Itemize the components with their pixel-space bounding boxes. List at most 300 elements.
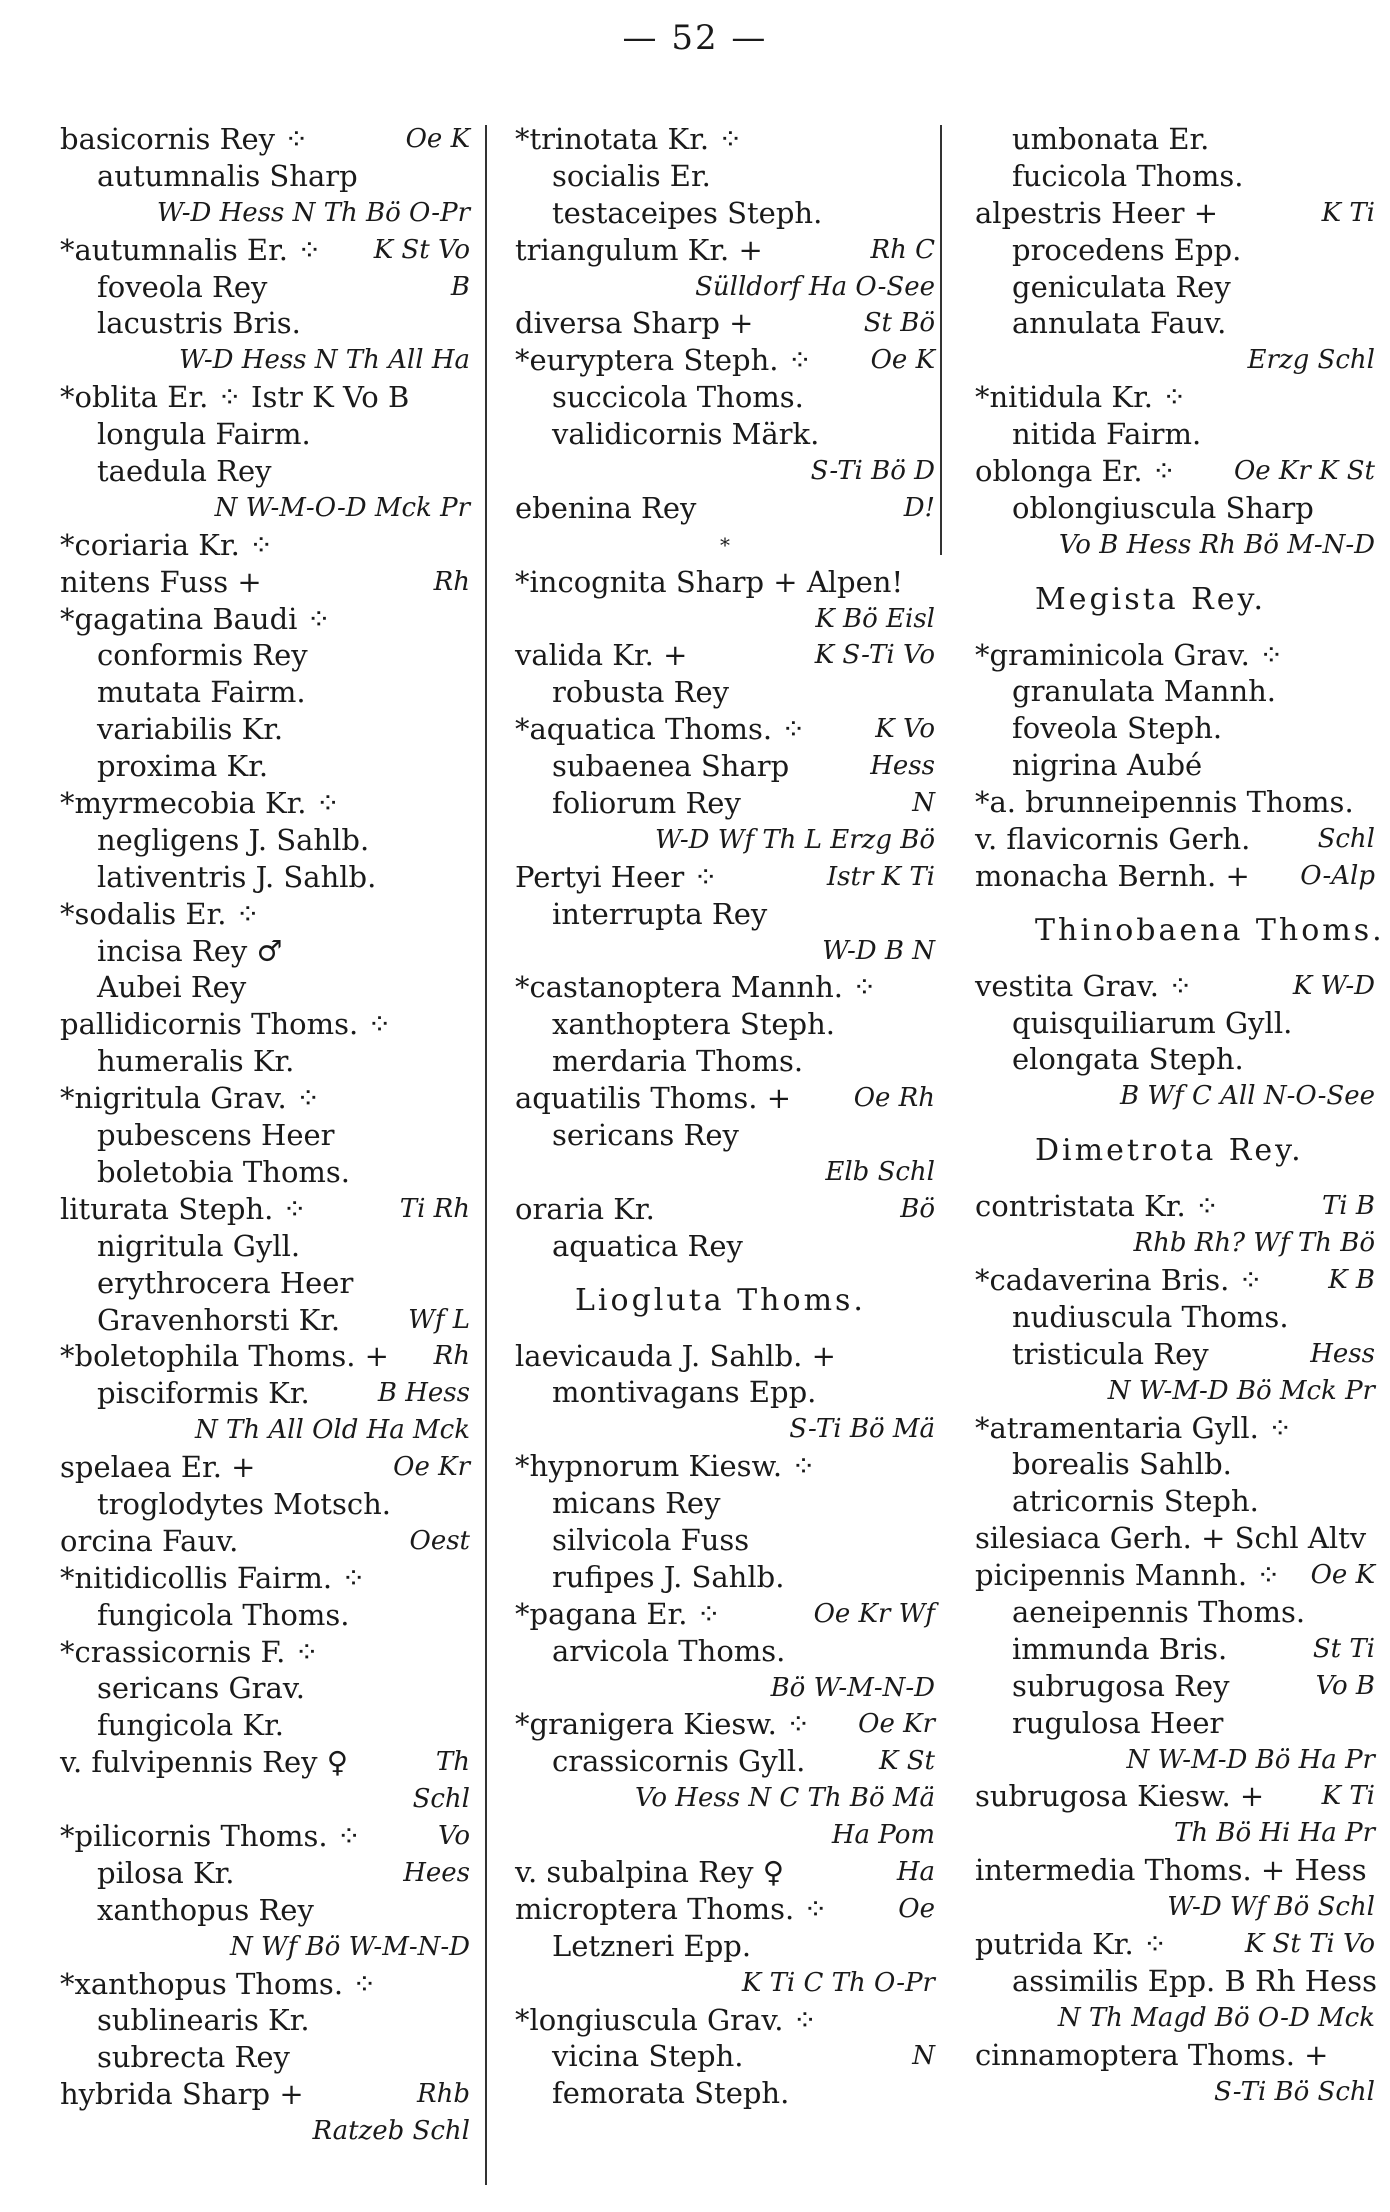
entry-text: W-D Wf Th L Erzg Bö <box>655 824 935 855</box>
species-line <box>60 416 470 453</box>
locality: Hees <box>403 1857 470 1888</box>
species-line <box>60 379 470 416</box>
locality: Oe Kr Wf <box>813 1598 935 1629</box>
entry-text: nitida Fairm. <box>1012 417 1202 452</box>
entry-text: Ratzeb Schl <box>312 2116 470 2147</box>
entry-text: silvicola Fuss <box>552 1522 750 1557</box>
entry-text: *oblita Er. ⁘ Istr K Vo B <box>60 380 410 415</box>
species-line <box>515 1228 935 1265</box>
entry-text: granulata Mannh. <box>1012 674 1277 709</box>
entry-text: conformis Rey <box>97 638 308 673</box>
species-line <box>975 564 1375 582</box>
entry-text: geniculata Rey <box>1012 269 1231 304</box>
locality-line <box>515 1817 935 1854</box>
locality: Oe K <box>870 345 935 376</box>
entry-text: *pilicornis Thoms. ⁘ <box>60 1818 362 1853</box>
genus-heading <box>975 912 1385 950</box>
species-line <box>515 1559 935 1596</box>
species-line <box>975 1115 1375 1133</box>
locality: K St <box>879 1746 935 1777</box>
locality: Ti Rh <box>399 1193 470 1224</box>
entry-text: *granigera Kiesw. ⁘ <box>515 1707 811 1742</box>
species-line <box>60 2039 470 2076</box>
entry-text: vicina Steph. <box>552 2039 744 2074</box>
entry-text: spelaea Er. + <box>60 1450 256 1485</box>
entry-text: diversa Sharp + <box>515 306 754 341</box>
entry-text: *nigritula Grav. ⁘ <box>60 1081 321 1116</box>
entry-text: *castanoptera Mannh. ⁘ <box>515 970 877 1005</box>
locality: Ha <box>896 1856 935 1887</box>
entry-text: *aquatica Thoms. ⁘ <box>515 712 806 747</box>
species-line <box>515 158 935 195</box>
species-line <box>515 1706 935 1743</box>
entry-text: micans Rey <box>552 1486 721 1521</box>
entry-text: *autumnalis Er. ⁘ <box>60 232 322 267</box>
entry-text: succicola Thoms. <box>552 380 804 415</box>
species-line <box>515 1265 935 1283</box>
species-line <box>60 1449 470 1486</box>
species-line <box>515 748 935 785</box>
entry-text: oblonga Er. ⁘ <box>975 454 1177 489</box>
species-line <box>60 1560 470 1597</box>
species-line <box>60 1043 470 1080</box>
entry-text: *graminicola Grav. ⁘ <box>975 637 1284 672</box>
entry-text: aquatilis Thoms. + <box>515 1081 791 1116</box>
species-line <box>60 305 470 342</box>
species-line <box>60 822 470 859</box>
entry-text: femorata Steph. <box>552 2076 790 2111</box>
entry-text: Aubei Rey <box>97 970 247 1005</box>
entry-text: merdaria Thoms. <box>552 1044 804 1079</box>
species-line <box>60 1744 470 1781</box>
locality-line <box>515 1154 935 1191</box>
species-line <box>975 673 1375 710</box>
locality-line <box>515 1411 935 1448</box>
species-line <box>60 711 470 748</box>
entry-text: lacustris Bris. <box>97 306 301 341</box>
species-line <box>60 601 470 638</box>
locality-line <box>975 1742 1375 1779</box>
species-line <box>60 1191 470 1228</box>
species-line <box>975 305 1375 342</box>
species-line <box>515 195 935 232</box>
entry-text: *coriaria Kr. ⁘ <box>60 527 274 562</box>
locality-line <box>515 1965 935 2002</box>
species-line <box>975 269 1375 306</box>
entry-text: B Wf C All N-O-See <box>1120 1081 1375 1112</box>
entry-text: Letzneri Epp. <box>552 1928 752 1963</box>
species-line <box>60 453 470 490</box>
species-line <box>975 2037 1375 2074</box>
locality: K S-Ti Vo <box>814 640 935 671</box>
locality-line <box>975 2074 1375 2111</box>
species-line <box>975 1852 1375 1889</box>
entry-text: subrugosa Kiesw. + <box>975 1779 1265 1814</box>
locality-line <box>60 490 470 527</box>
species-line <box>60 121 470 158</box>
species-line <box>975 1778 1375 1815</box>
locality: Oe K <box>405 124 470 154</box>
entry-text: procedens Epp. <box>1012 232 1242 267</box>
species-line <box>60 637 470 674</box>
species-line <box>60 1006 470 1043</box>
locality: Rh <box>433 1341 470 1372</box>
locality-line <box>60 195 470 232</box>
species-line <box>515 1928 935 1965</box>
locality: Schl <box>1317 824 1375 855</box>
species-line <box>515 1485 935 1522</box>
page-number: — 52 — <box>622 18 768 58</box>
species-line <box>515 416 935 453</box>
species-line <box>515 379 935 416</box>
species-line <box>515 121 935 158</box>
entry-text: atricornis Steph. <box>1012 1484 1259 1519</box>
entry-text: troglodytes Motsch. <box>97 1486 391 1521</box>
species-line <box>515 2002 935 2039</box>
entry-text: liturata Steph. ⁘ <box>60 1191 307 1226</box>
locality-line <box>515 269 935 306</box>
genus-heading <box>515 1283 935 1320</box>
species-line <box>975 1631 1375 1668</box>
locality: N <box>912 788 935 819</box>
species-line <box>60 1634 470 1671</box>
locality: Oe Rh <box>853 1083 935 1114</box>
locality: Hess <box>1310 1338 1375 1369</box>
entry-text: incisa Rey ♂ <box>97 933 283 968</box>
column-divider <box>485 125 487 2185</box>
entry-text: pisciformis Kr. <box>97 1376 310 1411</box>
entry-text: K Bö Eisl <box>815 603 935 634</box>
species-line <box>60 527 470 564</box>
entry-text: alpestris Heer + <box>975 195 1219 230</box>
species-line <box>60 158 470 195</box>
species-line <box>60 1117 470 1154</box>
entry-text: lativentris J. Sahlb. <box>97 859 377 894</box>
species-line <box>515 564 935 601</box>
entry-text: sublinearis Kr. <box>97 2003 310 2038</box>
species-line <box>515 896 935 933</box>
entry-text: *nitidicollis Fairm. ⁘ <box>60 1560 366 1595</box>
species-line <box>60 564 470 601</box>
species-line <box>515 674 935 711</box>
species-line <box>975 1926 1375 1963</box>
column-2 <box>515 121 935 2112</box>
species-line <box>975 1336 1375 1373</box>
entry-text: rugulosa Heer <box>1012 1705 1224 1740</box>
species-line <box>975 1594 1375 1631</box>
species-line <box>515 1117 935 1154</box>
species-line <box>975 1963 1375 2000</box>
species-line <box>60 1154 470 1191</box>
column-1 <box>60 121 470 2150</box>
species-line <box>60 2076 470 2113</box>
entry-text: hybrida Sharp + <box>60 2077 304 2112</box>
locality: Oe Kr <box>858 1709 935 1740</box>
locality-line <box>60 1781 470 1818</box>
entry-text: nudiuscula Thoms. <box>1012 1299 1289 1334</box>
locality: N <box>912 2041 935 2072</box>
entry-text: xanthopus Rey <box>97 1892 314 1927</box>
entry-text: erythrocera Heer <box>97 1265 354 1300</box>
entry-text: valida Kr. + <box>515 638 688 673</box>
entry-text: Vo Hess N C Th Bö Mä <box>635 1783 935 1814</box>
entry-text: *gagatina Baudi ⁘ <box>60 601 331 636</box>
species-line <box>515 785 935 822</box>
locality: Oe <box>898 1893 935 1924</box>
entry-text: subrugosa Rey <box>1012 1668 1230 1703</box>
locality-line <box>975 1078 1375 1115</box>
species-line <box>515 305 935 342</box>
locality: Oe Kr K St <box>1233 456 1375 487</box>
species-line <box>975 1446 1375 1483</box>
locality-line <box>515 601 935 638</box>
entry-text: S-Ti Bö Schl <box>1213 2076 1375 2107</box>
locality: B <box>450 271 470 302</box>
entry-text: subaenea Sharp <box>552 749 790 784</box>
locality: Vo B <box>1315 1670 1375 1701</box>
entry-text: putrida Kr. ⁘ <box>975 1926 1168 1961</box>
species-line <box>975 747 1375 784</box>
entry-text: fungicola Kr. <box>97 1708 284 1743</box>
species-line <box>975 1299 1375 1336</box>
entry-text: oraria Kr. <box>515 1191 655 1226</box>
locality: K St Ti Vo <box>1244 1928 1375 1959</box>
species-line <box>515 342 935 379</box>
locality-line <box>515 933 935 970</box>
entry-text: Liogluta Thoms. <box>575 1282 866 1318</box>
species-line <box>975 232 1375 269</box>
locality: K Ti <box>1321 1781 1375 1812</box>
entry-text: *a. brunneipennis Thoms. <box>975 785 1354 820</box>
locality: K Vo <box>875 714 935 745</box>
species-line <box>60 859 470 896</box>
entry-text: vestita Grav. ⁘ <box>975 968 1193 1003</box>
species-line <box>60 1597 470 1634</box>
entry-text: negligens J. Sahlb. <box>97 822 370 857</box>
entry-text: fucicola Thoms. <box>1012 158 1244 193</box>
locality-line <box>515 822 935 859</box>
entry-text: N Th Magd Bö O-D Mck <box>1057 2002 1375 2033</box>
species-line <box>60 1966 470 2003</box>
entry-text: validicornis Märk. <box>552 417 820 452</box>
species-line <box>60 1670 470 1707</box>
locality: Oe Kr <box>393 1452 470 1483</box>
species-line <box>975 950 1375 968</box>
species-line <box>975 379 1375 416</box>
entry-text: *nitidula Kr. ⁘ <box>975 380 1187 415</box>
species-line <box>515 1448 935 1485</box>
species-line <box>60 232 470 269</box>
species-line <box>975 784 1375 821</box>
species-line <box>975 895 1375 913</box>
species-line <box>515 1854 935 1891</box>
species-line <box>975 1410 1375 1447</box>
entry-text: montivagans Epp. <box>552 1375 817 1410</box>
entry-text: pilosa Kr. <box>97 1855 235 1890</box>
entry-text: immunda Bris. <box>1012 1631 1228 1666</box>
entry-text: sericans Grav. <box>97 1671 305 1706</box>
species-line <box>975 1170 1375 1188</box>
entry-text: sericans Rey <box>552 1118 739 1153</box>
species-line <box>975 158 1375 195</box>
entry-text: *sodalis Er. ⁘ <box>60 896 260 931</box>
entry-text: nitens Fuss + <box>60 564 262 599</box>
entry-text: N W-M-D Bö Mck Pr <box>1107 1375 1375 1406</box>
entry-text: testaceipes Steph. <box>552 195 823 230</box>
entry-text: W-D Wf Bö Schl <box>1167 1892 1375 1923</box>
entry-text: *trinotata Kr. ⁘ <box>515 122 743 156</box>
entry-text: oblongiuscula Sharp <box>1012 490 1314 525</box>
locality: Wf L <box>408 1304 470 1335</box>
entry-text: foliorum Rey <box>552 786 741 821</box>
species-line <box>975 490 1375 527</box>
entry-text: socialis Er. <box>552 158 711 193</box>
entry-text: cinnamoptera Thoms. + <box>975 2037 1329 2072</box>
entry-text: triangulum Kr. + <box>515 232 763 267</box>
species-line <box>60 1486 470 1523</box>
entry-text: K Ti C Th O-Pr <box>741 1967 935 1998</box>
locality: Vo <box>437 1820 470 1851</box>
entry-text: longula Fairm. <box>97 417 311 452</box>
entry-text: S-Ti Bö D <box>810 456 935 487</box>
locality: B Hess <box>377 1378 470 1409</box>
locality: K Ti <box>1321 197 1375 228</box>
species-line <box>515 969 935 1006</box>
species-line <box>60 748 470 785</box>
species-line <box>515 527 935 564</box>
species-line <box>515 1743 935 1780</box>
locality: Bö <box>900 1193 935 1224</box>
locality-line <box>975 1225 1375 1262</box>
entry-text: borealis Sahlb. <box>1012 1447 1232 1482</box>
genus-heading <box>975 1133 1375 1170</box>
species-line <box>975 968 1375 1005</box>
locality: Rh C <box>870 234 935 265</box>
entry-text: pubescens Heer <box>97 1118 335 1153</box>
entry-text: tristicula Rey <box>1012 1336 1209 1371</box>
entry-text: pallidicornis Thoms. ⁘ <box>60 1007 392 1042</box>
species-line <box>975 637 1375 674</box>
locality: Ti B <box>1321 1191 1375 1222</box>
entry-text: quisquiliarum Gyll. <box>1012 1005 1293 1040</box>
entry-text: *longiuscula Grav. ⁘ <box>515 2002 818 2037</box>
entry-text: Ha Pom <box>831 1820 935 1851</box>
species-line <box>975 1262 1375 1299</box>
locality: Oest <box>409 1525 470 1556</box>
genus-heading <box>975 582 1375 619</box>
species-line <box>515 232 935 269</box>
species-line <box>60 1523 470 1560</box>
entry-text: basicornis Rey ⁘ <box>60 122 309 156</box>
species-line <box>60 1228 470 1265</box>
entry-text: *pagana Er. ⁘ <box>515 1596 721 1631</box>
entry-text: Erzg Schl <box>1247 345 1375 376</box>
locality-line <box>515 1780 935 1817</box>
locality-line <box>975 1889 1375 1926</box>
species-line <box>60 1375 470 1412</box>
species-line <box>975 1005 1375 1042</box>
entry-text: annulata Fauv. <box>1012 306 1227 341</box>
locality: Hess <box>870 751 935 782</box>
entry-text: elongata Steph. <box>1012 1042 1244 1077</box>
entry-text: *euryptera Steph. ⁘ <box>515 343 812 378</box>
entry-text: Elb Schl <box>825 1156 935 1187</box>
species-line <box>60 1265 470 1302</box>
entry-text: *xanthopus Thoms. ⁘ <box>60 1966 377 2001</box>
species-line <box>60 674 470 711</box>
species-line <box>60 2002 470 2039</box>
species-line <box>515 1596 935 1633</box>
species-line <box>975 416 1375 453</box>
species-line <box>975 453 1375 490</box>
species-line <box>975 858 1375 895</box>
entry-text: intermedia Thoms. + Hess <box>975 1853 1367 1888</box>
entry-text: mutata Fairm. <box>97 675 306 710</box>
species-line <box>975 710 1375 747</box>
locality-line <box>975 1373 1375 1410</box>
species-line <box>515 490 935 527</box>
entry-text: fungicola Thoms. <box>97 1597 350 1632</box>
locality-line <box>975 2000 1375 2037</box>
entry-text: N W-M-O-D Mck Pr <box>214 492 470 523</box>
species-line <box>60 933 470 970</box>
column-divider <box>940 125 942 555</box>
locality-line <box>515 453 935 490</box>
species-line <box>515 1080 935 1117</box>
entry-text: N Th All Old Ha Mck <box>195 1415 470 1446</box>
entry-text: assimilis Epp. B Rh Hess <box>1012 1963 1377 1998</box>
entry-text: foveola Steph. <box>1012 711 1223 746</box>
species-line <box>515 1043 935 1080</box>
entry-text: S-Ti Bö Mä <box>789 1414 935 1445</box>
species-line <box>515 1006 935 1043</box>
entry-text: proxima Kr. <box>97 749 269 784</box>
entry-text: Th Bö Hi Ha Pr <box>1174 1818 1375 1849</box>
locality: Istr K Ti <box>826 861 935 892</box>
entry-text: microptera Thoms. ⁘ <box>515 1891 828 1926</box>
species-line <box>515 711 935 748</box>
column-3 <box>975 121 1385 2110</box>
entry-text: interrupta Rey <box>552 896 768 931</box>
entry-text: Schl <box>412 1784 470 1815</box>
entry-text: Megista Rey. <box>1035 581 1266 617</box>
entry-text: N Wf Bö W-M-N-D <box>229 1931 470 1962</box>
entry-text: *incognita Sharp + Alpen! <box>515 564 904 599</box>
entry-text: aeneipennis Thoms. <box>1012 1594 1306 1629</box>
species-line <box>975 821 1375 858</box>
entry-text: *atramentaria Gyll. ⁘ <box>975 1410 1293 1445</box>
species-line <box>60 969 470 1006</box>
entry-text: crassicornis Gyll. <box>552 1744 806 1779</box>
entry-text: Rhb Rh? Wf Th Bö <box>1133 1228 1375 1259</box>
locality-line <box>975 342 1375 379</box>
locality-line <box>975 527 1375 564</box>
entry-text: subrecta Rey <box>97 2040 290 2075</box>
locality: St Bö <box>863 308 935 339</box>
entry-text: nigritula Gyll. <box>97 1228 301 1263</box>
entry-text: * <box>720 532 730 557</box>
species-line <box>515 2038 935 2075</box>
locality-line <box>60 2113 470 2150</box>
entry-text: *boletophila Thoms. + <box>60 1339 389 1374</box>
entry-text: orcina Fauv. <box>60 1523 239 1558</box>
locality: St Ti <box>1312 1633 1375 1664</box>
entry-text: arvicola Thoms. <box>552 1633 786 1668</box>
entry-text: v. flavicornis Gerh. <box>975 822 1251 857</box>
entry-text: Sülldorf Ha O-See <box>695 271 935 302</box>
species-line <box>515 1320 935 1338</box>
entry-text: variabilis Kr. <box>97 712 284 747</box>
